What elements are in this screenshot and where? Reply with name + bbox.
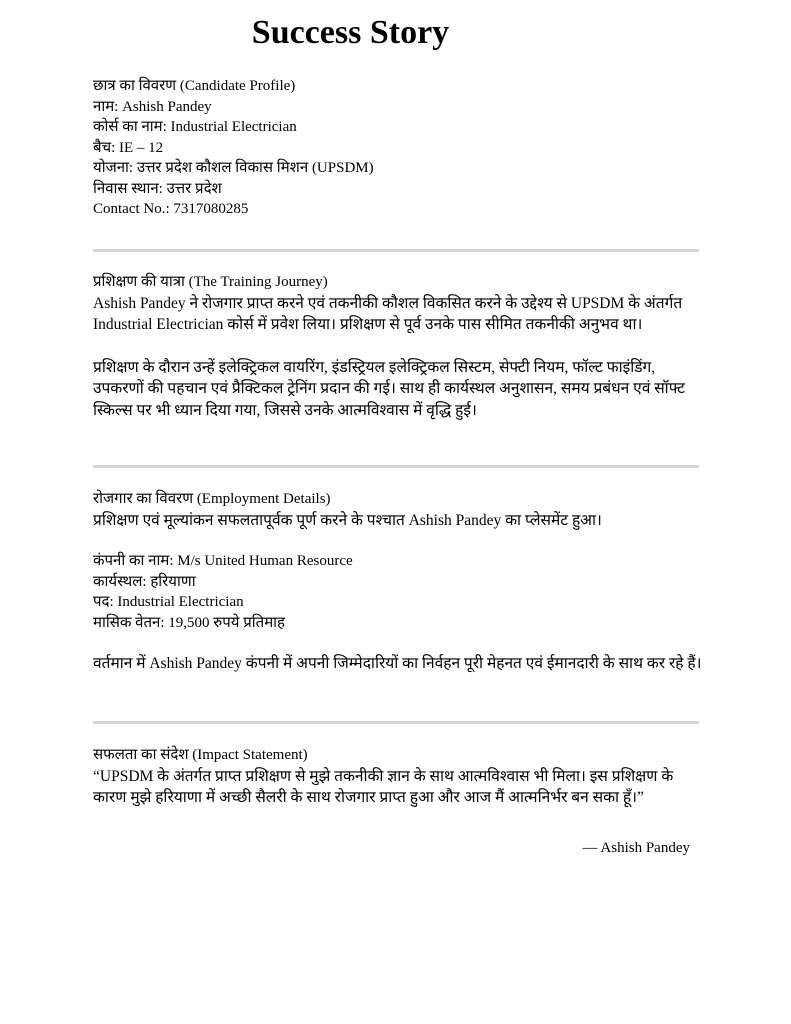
section-divider	[93, 721, 699, 724]
impact-quote: “UPSDM के अंतर्गत प्राप्त प्रशिक्षण से मुझे तकनीकी ज्ञान के साथ आत्मविश्वास भी मिला। इस प्रशिक्षण के कारण मुझे हरियाणा में अच्छी सैलरी के साथ रोजगार प्राप्त हुआ और आज मैं आत्मनिर्भर बन सका हूँ।”	[93, 767, 674, 806]
signature: — Ashish Pandey	[582, 840, 690, 856]
profile-course: कोर्स का नाम: Industrial Electrician	[93, 119, 297, 135]
employment-heading: रोजगार का विवरण (Employment Details)	[93, 491, 331, 507]
employment-details-section	[93, 489, 703, 675]
employment-salary: मासिक वेतन: 19,500 रुपये प्रतिमाह	[93, 614, 286, 631]
section-divider	[93, 249, 699, 252]
section-divider	[93, 465, 699, 468]
employment-company: कंपनी का नाम: M/s United Human Resource	[93, 553, 353, 569]
impact-statement-section	[93, 745, 703, 809]
profile-heading: छात्र का विवरण (Candidate Profile)	[93, 78, 296, 94]
employment-location: कार्यस्थल: हरियाणा	[93, 573, 196, 590]
profile-batch: बैच: IE – 12	[93, 139, 164, 156]
training-heading: प्रशिक्षण की यात्रा (The Training Journey)	[93, 274, 328, 290]
training-paragraph-2: प्रशिक्षण के दौरान उन्हें इलेक्ट्रिकल वायरिंग, इंडस्ट्रियल इलेक्ट्रिकल सिस्टम, सेफ्टी नियम, फॉल्ट फाइंडिंग, उपकरणों की पहचान एवं प्रैक्टिकल ट्रेनिंग प्रदान की गई। साथ ही कार्यस्थल अनुशासन, समय प्रबंधन एवं सॉफ्ट स्किल्स पर भी ध्यान दिया गया, जिससे उनके आत्मविश्वास में वृद्धि हुई।	[93, 358, 685, 419]
page-title: Success Story	[251, 14, 450, 51]
employment-designation: पद: Industrial Electrician	[93, 594, 244, 610]
training-journey-section	[93, 272, 703, 421]
impact-heading: सफलता का संदेश (Impact Statement)	[93, 747, 308, 763]
training-paragraph-1: Ashish Pandey ने रोजगार प्राप्त करने एवं तकनीकी कौशल विकसित करने के उद्देश्य से UPSDM के अंतर्गत Industrial Electrician कोर्स में प्रवेश लिया। प्रशिक्षण से पूर्व उनके पास सीमित तकनीकी अनुभव था।	[93, 294, 683, 333]
candidate-profile-section	[93, 76, 703, 220]
profile-residence: निवास स्थान: उत्तर प्रदेश	[93, 180, 222, 197]
profile-scheme: योजना: उत्तर प्रदेश कौशल विकास मिशन (UPSDM)	[93, 160, 374, 176]
profile-contact: Contact No.: 7317080285	[93, 201, 249, 217]
employment-current: वर्तमान में Ashish Pandey कंपनी में अपनी जिम्मेदारियों का निर्वहन पूरी मेहनत एवं ईमानदारी के साथ कर रहे हैं।	[93, 655, 702, 672]
profile-name: नाम: Ashish Pandey	[93, 98, 212, 115]
employment-intro: प्रशिक्षण एवं मूल्यांकन सफलतापूर्वक पूर्ण करने के पश्चात Ashish Pandey का प्लेसमेंट हुआ।	[93, 511, 602, 529]
